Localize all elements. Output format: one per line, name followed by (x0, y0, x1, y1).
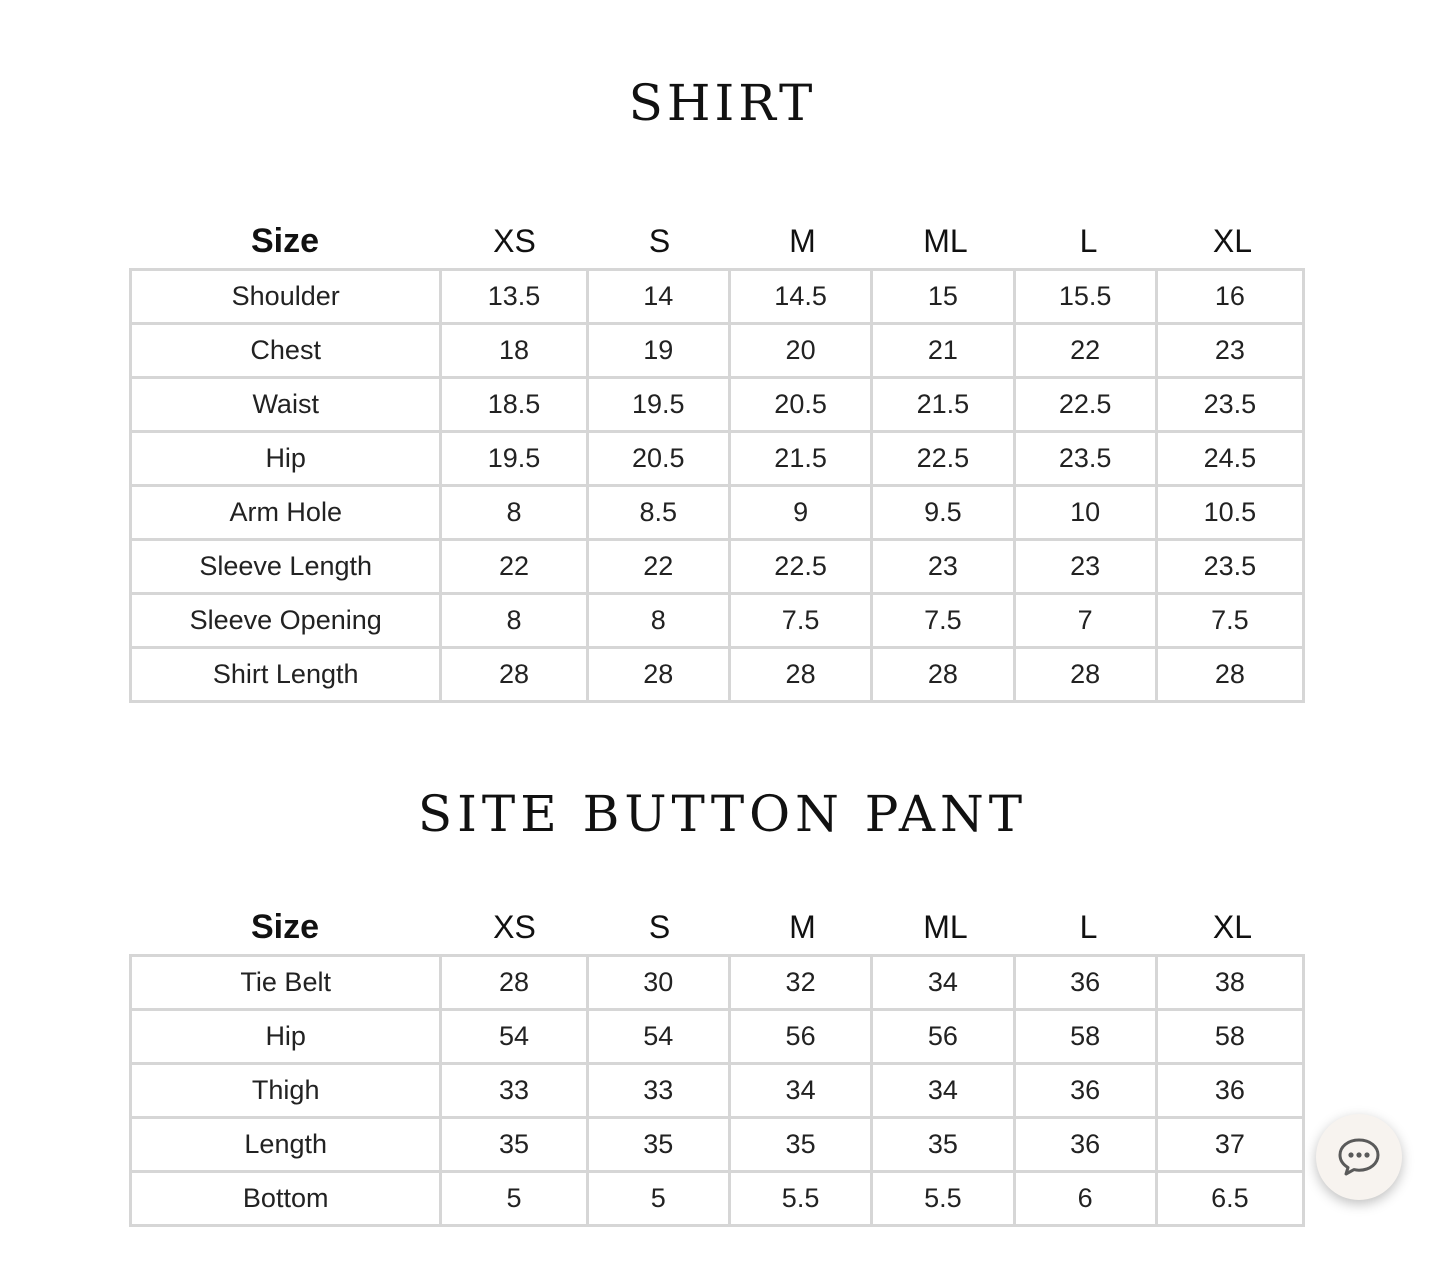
measurement-value: 20.5 (589, 433, 731, 484)
measurement-value: 35 (731, 1119, 873, 1170)
size-header-cell: XL (1212, 222, 1253, 259)
pant-title: SITE BUTTON PANT (417, 785, 1028, 843)
measurement-value: 21 (873, 325, 1015, 376)
measurement-value: 13.5 (442, 271, 588, 322)
measurement-value: 8.5 (589, 487, 731, 538)
measurement-value: 9.5 (873, 487, 1015, 538)
size-header-cell: XS (493, 222, 536, 259)
measurement-value: 33 (442, 1065, 588, 1116)
table-row (132, 487, 1302, 541)
size-header-row (129, 900, 1305, 954)
measurement-value: 58 (1214, 1021, 1245, 1051)
measurement-value: 28 (442, 649, 588, 700)
measurement-value: 34 (873, 957, 1015, 1008)
measurement-label: Shoulder (132, 271, 442, 322)
measurement-value: 15.5 (1016, 271, 1158, 322)
measurement-value: 20 (731, 325, 873, 376)
measurement-value: 22.5 (873, 433, 1015, 484)
measurement-value: 5 (589, 1173, 731, 1224)
measurement-label: Sleeve Opening (132, 595, 442, 646)
measurement-value: 36 (1214, 1075, 1245, 1105)
measurement-value: 34 (731, 1065, 873, 1116)
size-header-cell: L (1079, 222, 1098, 259)
measurement-label: Sleeve Length (132, 541, 442, 592)
measurement-value: 23 (873, 541, 1015, 592)
size-header-cell: M (789, 908, 816, 945)
measurement-value: 14.5 (731, 271, 873, 322)
measurement-value: 28 (731, 649, 873, 700)
table-row (132, 595, 1302, 649)
measurement-value: 28 (1016, 649, 1158, 700)
measurement-value: 23 (1016, 541, 1158, 592)
table-row (132, 649, 1302, 700)
measurement-value: 22.5 (731, 541, 873, 592)
measurement-label: Hip (132, 433, 442, 484)
size-header-label: Size (250, 221, 320, 260)
measurement-value: 14 (589, 271, 731, 322)
size-header-cell: L (1079, 908, 1098, 945)
measurement-value: 7.5 (1211, 605, 1249, 635)
size-header-cell: XS (493, 908, 536, 945)
measurement-value: 35 (442, 1119, 588, 1170)
table-row (132, 1011, 1302, 1065)
measurement-value: 36 (1016, 957, 1158, 1008)
measurement-value: 19.5 (442, 433, 588, 484)
measurement-value: 28 (1214, 659, 1245, 689)
measurement-grid (129, 954, 1305, 1227)
measurement-value: 15 (873, 271, 1015, 322)
table-row (132, 1173, 1302, 1224)
measurement-value: 22 (1016, 325, 1158, 376)
measurement-label: Arm Hole (132, 487, 442, 538)
measurement-value: 6.5 (1211, 1183, 1249, 1213)
size-header-cell: ML (923, 222, 968, 259)
measurement-value: 21.5 (873, 379, 1015, 430)
measurement-value: 56 (731, 1011, 873, 1062)
measurement-value: 23 (1214, 335, 1245, 365)
measurement-value: 7 (1016, 595, 1158, 646)
table-row (132, 433, 1302, 487)
measurement-value: 37 (1214, 1129, 1245, 1159)
measurement-value: 19 (589, 325, 731, 376)
measurement-label: Waist (132, 379, 442, 430)
measurement-value: 30 (589, 957, 731, 1008)
measurement-label: Tie Belt (132, 957, 442, 1008)
measurement-value: 19.5 (589, 379, 731, 430)
measurement-value: 24.5 (1203, 443, 1257, 473)
measurement-value: 35 (589, 1119, 731, 1170)
table-row (132, 379, 1302, 433)
size-header-cell: XL (1212, 908, 1253, 945)
measurement-value: 7.5 (731, 595, 873, 646)
measurement-value: 56 (873, 1011, 1015, 1062)
measurement-value: 54 (589, 1011, 731, 1062)
table-row (132, 271, 1302, 325)
measurement-value: 23.5 (1016, 433, 1158, 484)
measurement-value: 6 (1016, 1173, 1158, 1224)
size-header-cell: S (648, 908, 671, 945)
measurement-value: 23.5 (1203, 551, 1257, 581)
size-header-cell: ML (923, 908, 968, 945)
table-row (132, 325, 1302, 379)
measurement-value: 21.5 (731, 433, 873, 484)
measurement-value: 28 (442, 957, 588, 1008)
measurement-value: 8 (442, 595, 588, 646)
measurement-value: 10.5 (1203, 497, 1257, 527)
measurement-value: 28 (873, 649, 1015, 700)
measurement-value: 36 (1016, 1065, 1158, 1116)
measurement-value: 7.5 (873, 595, 1015, 646)
measurement-value: 33 (589, 1065, 731, 1116)
measurement-value: 18.5 (442, 379, 588, 430)
measurement-label: Length (132, 1119, 442, 1170)
measurement-value: 8 (589, 595, 731, 646)
measurement-label: Hip (132, 1011, 442, 1062)
measurement-value: 16 (1214, 281, 1245, 311)
chat-bubble-icon (1337, 1137, 1381, 1177)
measurement-value: 10 (1016, 487, 1158, 538)
table-row (132, 1119, 1302, 1173)
measurement-label: Shirt Length (132, 649, 442, 700)
size-header-cell: M (789, 222, 816, 259)
measurement-value: 22.5 (1016, 379, 1158, 430)
chat-button[interactable] (1316, 1114, 1402, 1200)
measurement-value: 22 (589, 541, 731, 592)
pant-size-table (129, 900, 1305, 1227)
measurement-value: 9 (731, 487, 873, 538)
measurement-value: 54 (442, 1011, 588, 1062)
measurement-value: 22 (442, 541, 588, 592)
measurement-value: 32 (731, 957, 873, 1008)
measurement-value: 36 (1016, 1119, 1158, 1170)
measurement-value: 5 (442, 1173, 588, 1224)
measurement-grid (129, 268, 1305, 703)
table-row (132, 1065, 1302, 1119)
shirt-title: SHIRT (628, 74, 817, 132)
measurement-value: 28 (589, 649, 731, 700)
size-header-label: Size (250, 907, 320, 946)
measurement-value: 8 (442, 487, 588, 538)
table-row (132, 957, 1302, 1011)
table-row (132, 541, 1302, 595)
measurement-value: 35 (873, 1119, 1015, 1170)
size-header-cell: S (648, 222, 671, 259)
measurement-value: 18 (442, 325, 588, 376)
shirt-size-table (129, 214, 1305, 703)
measurement-label: Chest (132, 325, 442, 376)
measurement-value: 20.5 (731, 379, 873, 430)
measurement-value: 5.5 (873, 1173, 1015, 1224)
size-header-row (129, 214, 1305, 268)
measurement-value: 38 (1214, 967, 1245, 997)
measurement-label: Thigh (132, 1065, 442, 1116)
measurement-value: 5.5 (731, 1173, 873, 1224)
measurement-label: Bottom (132, 1173, 442, 1224)
measurement-value: 34 (873, 1065, 1015, 1116)
measurement-value: 23.5 (1203, 389, 1257, 419)
measurement-value: 58 (1016, 1011, 1158, 1062)
